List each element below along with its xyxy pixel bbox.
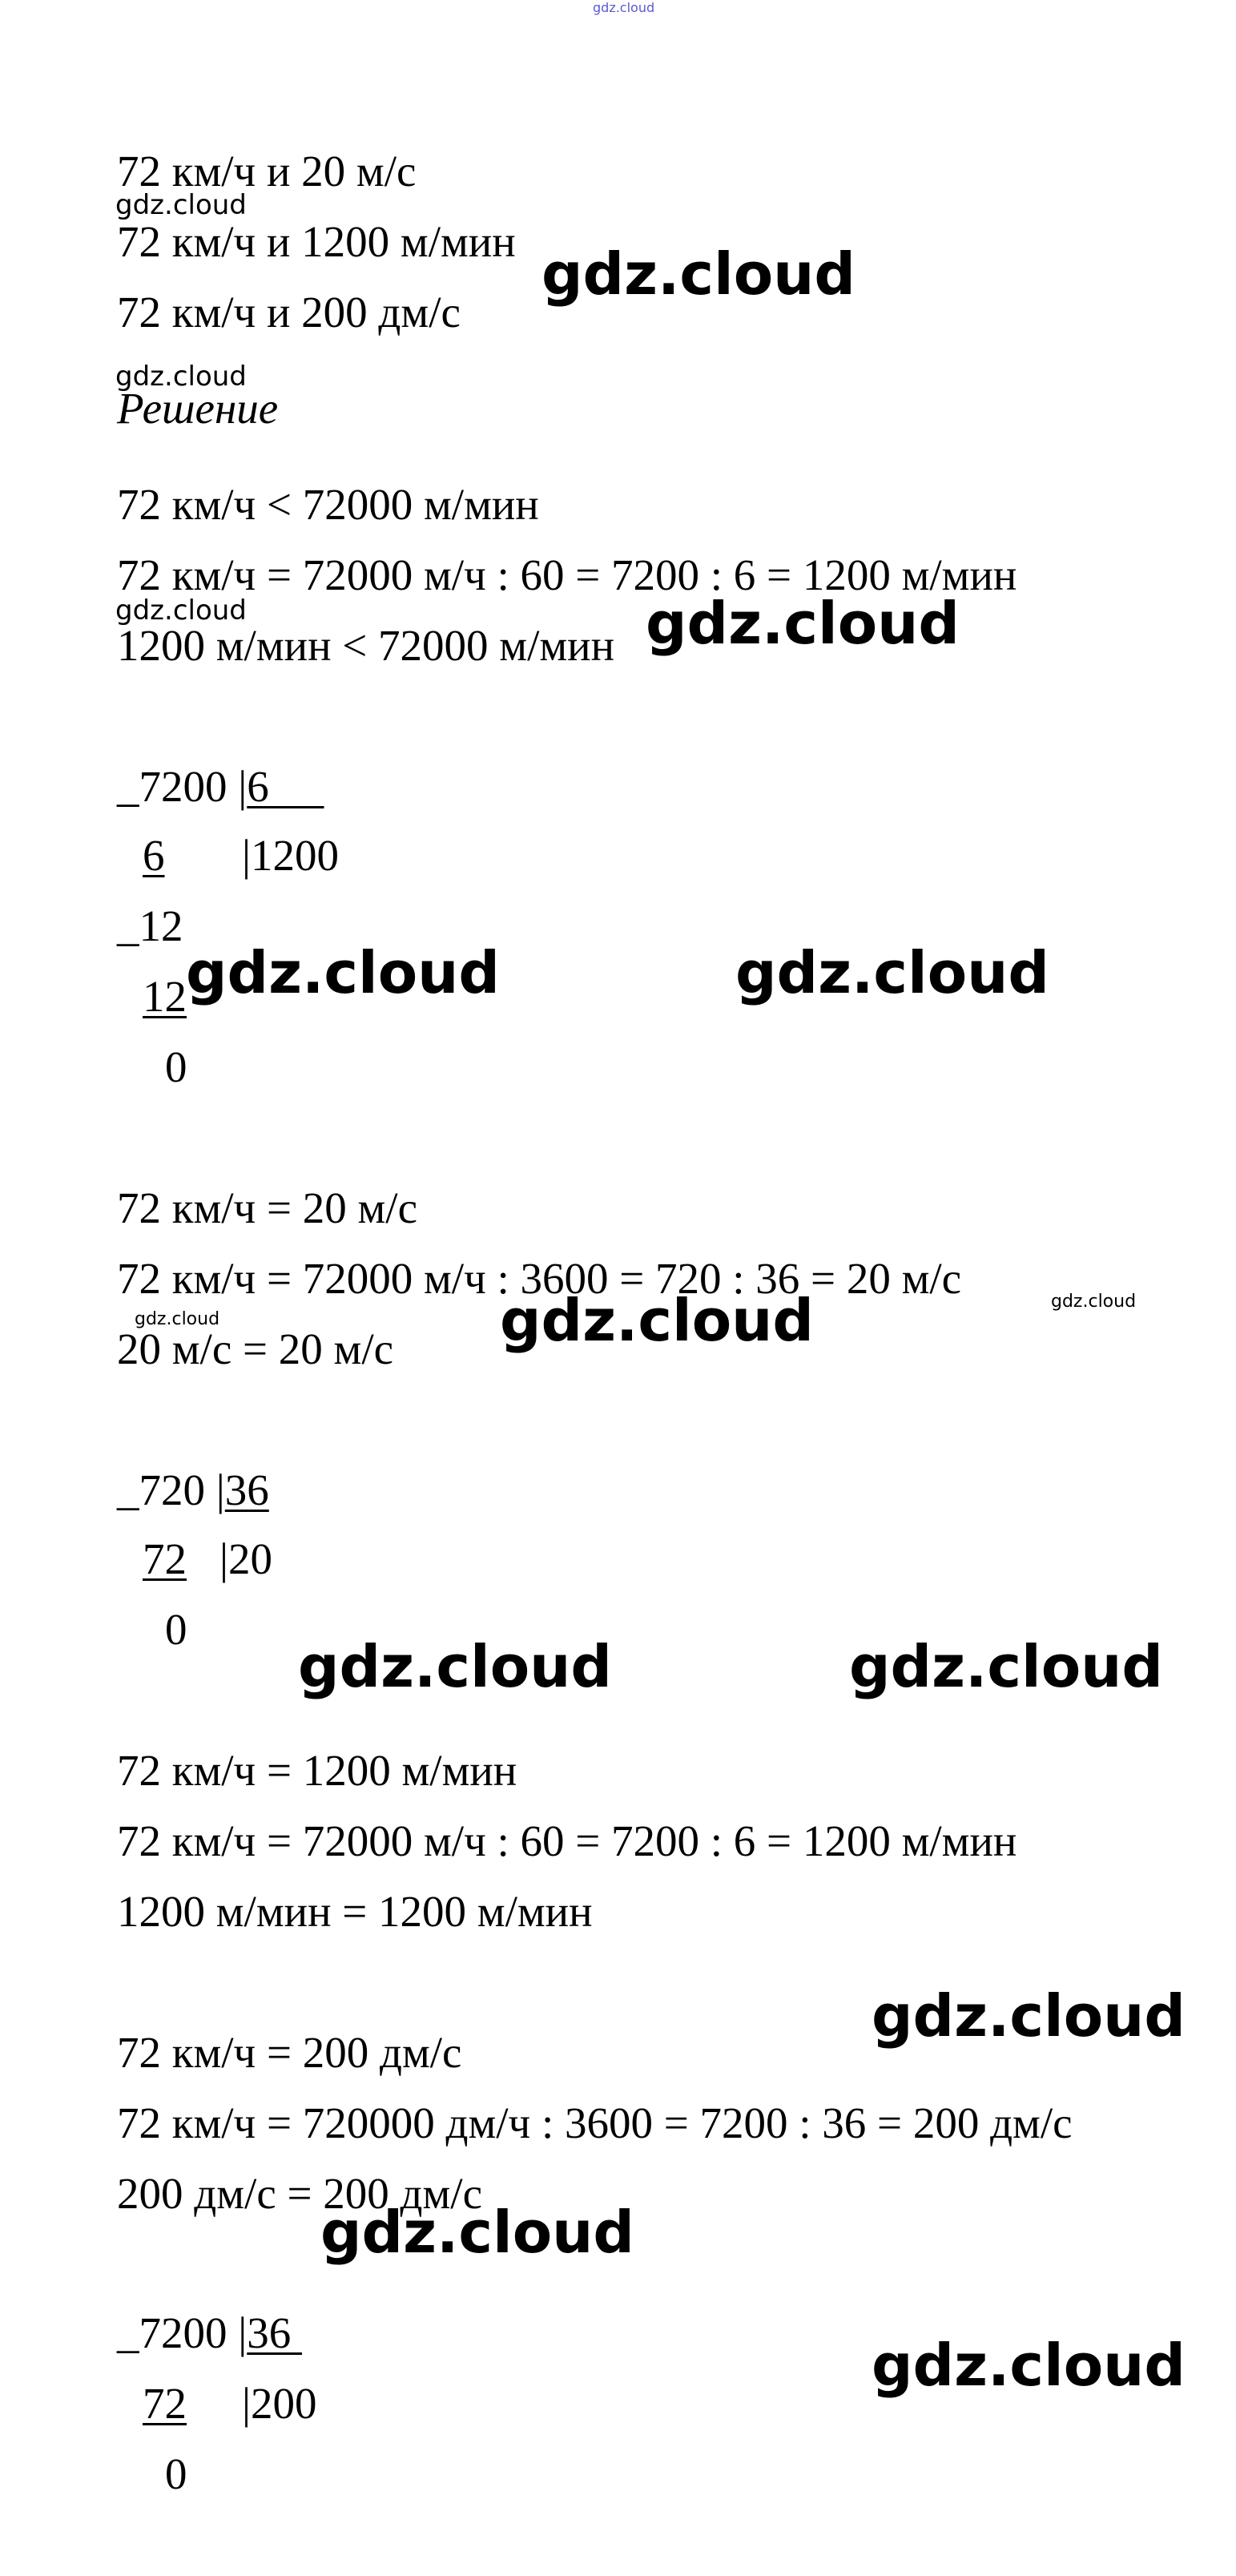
watermark-tiny: gdz.cloud: [135, 1309, 220, 1329]
block1-line-3: 1200 м/мин < 72000 м/мин: [117, 621, 615, 670]
div1-subtrahend-1: 6: [143, 831, 165, 880]
div1-divisor: 6: [247, 762, 324, 811]
div1-row-2: [143, 830, 165, 881]
watermark-large: gdz.cloud: [646, 590, 960, 657]
watermark-large: gdz.cloud: [735, 939, 1049, 1006]
watermark-small: gdz.cloud: [115, 595, 247, 627]
div3-subtrahend: 72: [143, 2379, 187, 2428]
block1-line-2: 72 км/ч = 72000 м/ч : 60 = 7200 : 6 = 1200 м/мин: [117, 550, 1017, 599]
div1-row-4: [143, 971, 187, 1022]
div2-divisor: 36: [224, 1465, 269, 1514]
watermark-small: gdz.cloud: [115, 361, 247, 393]
block4-line-3: 200 дм/с = 200 дм/с: [117, 2169, 482, 2218]
block4-line-1: 72 км/ч = 200 дм/с: [117, 2028, 462, 2077]
block3-line-1: 72 км/ч = 1200 м/мин: [117, 1746, 517, 1795]
div3-quotient: |200: [242, 2379, 317, 2428]
watermark-small: gdz.cloud: [115, 189, 247, 221]
watermark-large: gdz.cloud: [872, 1982, 1186, 2050]
div2-row-2: [143, 1534, 187, 1585]
watermark-large: gdz.cloud: [872, 2332, 1186, 2399]
div2-quotient: |20: [219, 1534, 273, 1583]
div3-remainder: 0: [165, 2449, 187, 2498]
div2-dividend: _720 |: [117, 1465, 225, 1514]
watermark-large: gdz.cloud: [542, 240, 856, 308]
div1-row-3: _12: [117, 901, 183, 950]
top-watermark: gdz.cloud: [593, 0, 655, 15]
div1-dividend: _7200 |: [117, 762, 248, 811]
div1-subtrahend-2: 12: [143, 972, 187, 1021]
div3-row-1: [117, 2308, 302, 2359]
solution-heading: Решение: [117, 384, 279, 433]
block1-line-1: 72 км/ч < 72000 м/мин: [117, 480, 539, 529]
div1-row-1: [117, 761, 324, 812]
div1-quotient: |1200: [242, 831, 340, 880]
div2-remainder: 0: [165, 1605, 187, 1654]
div3-dividend: _7200 |: [117, 2308, 248, 2357]
task-line-2: 72 км/ч и 1200 м/мин: [117, 217, 516, 266]
block4-line-2: 72 км/ч = 720000 дм/ч : 3600 = 7200 : 36 = 200 дм/с: [117, 2098, 1073, 2147]
div2-subtrahend: 72: [143, 1534, 187, 1583]
div1-remainder: 0: [165, 1042, 187, 1091]
watermark-large: gdz.cloud: [298, 1633, 612, 1700]
div3-divisor: 36: [247, 2308, 303, 2357]
block2-line-3: 20 м/с = 20 м/с: [117, 1324, 394, 1373]
block2-line-1: 72 км/ч = 20 м/с: [117, 1183, 417, 1232]
task-line-1: 72 км/ч и 20 м/с: [117, 147, 417, 196]
watermark-large: gdz.cloud: [320, 2199, 634, 2266]
block3-line-2: 72 км/ч = 72000 м/ч : 60 = 7200 : 6 = 1200 м/мин: [117, 1816, 1017, 1865]
watermark-large: gdz.cloud: [849, 1633, 1163, 1700]
block3-line-3: 1200 м/мин = 1200 м/мин: [117, 1887, 593, 1936]
div2-row-1: [117, 1465, 269, 1516]
watermark-large: gdz.cloud: [186, 939, 500, 1006]
block2-line-2: 72 км/ч = 72000 м/ч : 3600 = 720 : 36 = 20 м/с: [117, 1254, 962, 1303]
task-line-3: 72 км/ч и 200 дм/с: [117, 288, 461, 337]
watermark-large: gdz.cloud: [500, 1287, 814, 1354]
watermark-tiny: gdz.cloud: [1051, 1292, 1137, 1312]
div3-row-2: [143, 2378, 187, 2429]
